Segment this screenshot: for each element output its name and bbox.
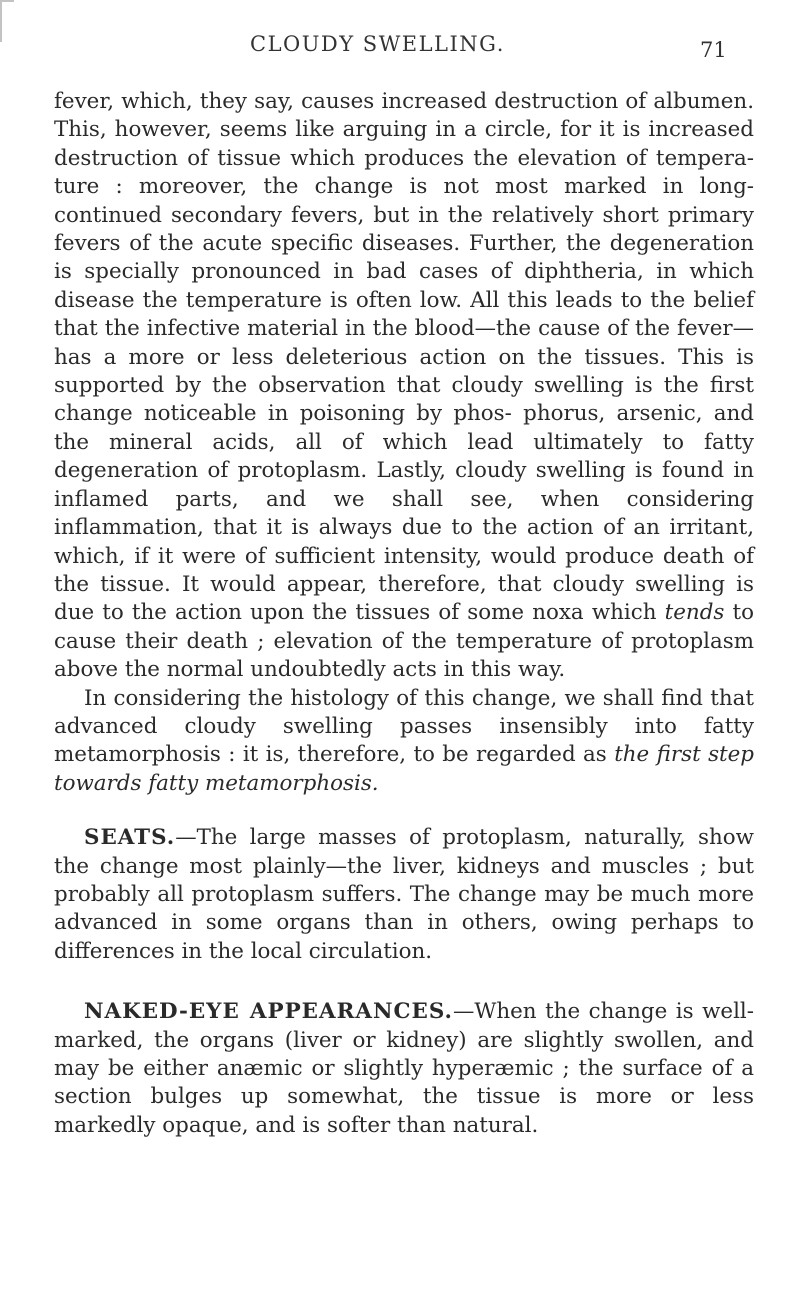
seats-heading: SEATS. [84, 825, 176, 851]
seats-text: —The large masses of protoplasm, naturally, show the change most plainly—the liver, kidneys and muscles ; but probably all protoplasm suffers. The change may be much more advanced in some organs than in others, owing perhaps to differences in the local circulation. [54, 825, 754, 964]
paragraph-fever [54, 88, 754, 685]
naked-eye-text: —When the change is well-marked, the organs (liver or kidney) are slightly swollen, and may be either anæmic or slightly hyperæmic ; the surface of a section bulges up somewhat, the tissue is more or less markedly opaque, and is softer than natural. [54, 999, 754, 1138]
page-number: 71 [700, 38, 727, 62]
running-head [0, 32, 800, 72]
paragraph-histology-text: In considering the histology of this change, we shall find that advanced cloudy swelling passes insensibly into fatty metamorphosis : it is, therefore, to be regarded as [54, 685, 754, 768]
running-title: CLOUDY SWELLING. [250, 32, 505, 56]
paragraph-naked-eye [54, 998, 754, 1140]
italic-first-step: the first step towards fatty metamorphosis. [54, 742, 754, 796]
page-body [54, 88, 754, 1140]
paragraph-histology [54, 685, 754, 799]
paragraph-fever-text: fever, which, they say, causes increased destruction of albumen. This, however, seems like arguing in a circle, for it is increased destruction of tissue which produces the elevation of tempera- ture : moreover, the change is not most marked in long- continued secondary fevers, but in the relatively short primary fevers of the acute specific diseases. Further, the degeneration is specially pronounced in bad cases of diphtheria, in which disease the temperature is often low. All this leads to the belief that the infective material in the blood—the cause of the fever—has a more or less deleterious action on the tissues. This is supported by the observation that cloudy swelling is the first change noticeable in poisoning by phos- phorus, arsenic, and the mineral acids, all of which lead ultimately to fatty degeneration of protoplasm. Lastly, cloudy swelling is found in inflamed parts, and we shall see, when considering inflammation, that it is always due to the action of an irritant, which, if it were of sufficient intensity, would produce death of the tissue. It would appear, therefore, that cloudy swelling is due to the action upon the tissues of some noxa which [54, 89, 754, 626]
paragraph-fever-end: to cause their death ; elevation of the temperature of protoplasm above the normal undoubtedly acts in this way. [54, 600, 754, 683]
italic-tends: tends [664, 600, 725, 626]
naked-eye-heading: NAKED-EYE APPEARANCES. [84, 999, 453, 1025]
paragraph-seats [54, 824, 754, 966]
